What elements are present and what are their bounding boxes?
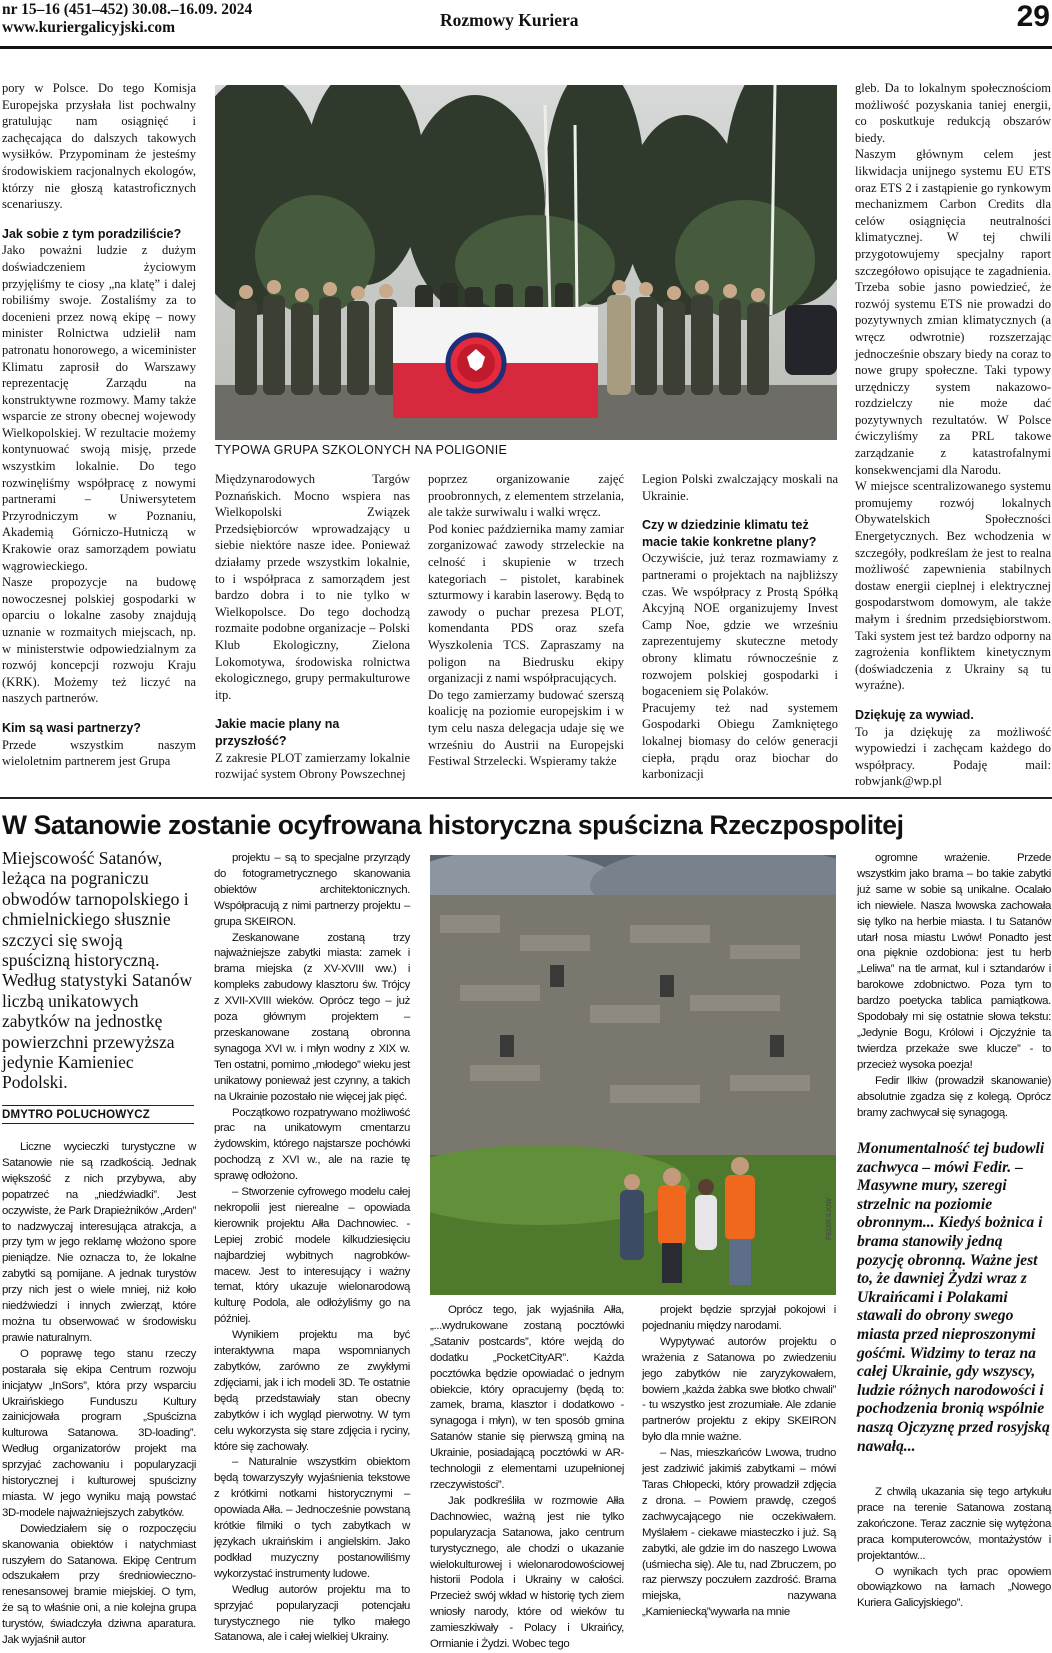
article-paragraph: Oprócz tego, jak wyjaśniła Ałła, „...wydrukowane zostaną pocztówki „Sataniv postcards”, które wejdą do dodatku „PocketCityAR”. Każda pocztówka będzie opowiadać o jednym obiekcie, który opracujemy (będą to: zamek, brama, klasztor i dodatkowo - synagoga i młyn), w ten sposób gmina Satanów stanie się pierwszą gminą na Ukrainie, posiadającą pocztówki w AR-technologii z elementami uzupełnionej rzeczywistości”.: [430, 1304, 624, 1491]
article-paragraph: – Nas, mieszkańców Lwowa, trudno jest zadziwić jakimiś zabytkami – mówi Taras Chłopecki, który prowadził zdjęcia z drona. – Powiem prawdę, czegoś zachwycającego nie oczekiwałem. Myślałem - ciekawe miasteczko i już. Są zabytki, ale gdzie im do naszego Lwowa (uśmiecha się). Ale tu, nad Zbruczem, po raz pierwszy poczułem zazdrość. Brama miejska, nazywana „Kamieniecką”wywarła na mnie: [642, 1447, 836, 1619]
photo-graphic: [430, 855, 836, 1295]
article-paragraph: Początkowo rozpatrywano możliwość prac na unikatowym cmentarzu żydowskim, którego najstarsze pochówki pochodzą z XVI w., ale na razie tę sprawę odłożono.: [214, 1106, 410, 1183]
interview-paragraph: Do tego zamierzamy budować szerszą koalicję na poziomie europejskim i w tym celu nasza delegacja udaje się we wrześniu do Austrii na Europejski Festiwal Strzelecki. Wspieramy także: [428, 687, 624, 769]
article-paragraph: Liczne wycieczki turystyczne w Satanowie nie są rzadkością. Jednak większość z nich przybywa, aby popatrzeć na „niedźwiadki”. Jest oczywiste, że Park Drapieżników „Arden” to nadzwyczaj interesująca atrakcja, a przy tym w jego reklamę włożono spore pieniądze. Nie oznacza to, że lokalne zabytki są pomijane. A jednak turystów przy nich jest o wiele mniej, niż koło niedźwiedzi i innych zwierząt, które można tu obserwować w środowisku prawie naturalnym.: [2, 1141, 196, 1344]
training-group-photo: [215, 85, 837, 440]
pull-quote: Monumentalność tej budowli zachwyca – mówi Fedir. – Masywne mury, szeregi strzelnic na poziomie obronnym... Kiedyś bożnica i brama stanowiły jedną pozycję obronną. Ważne jest to, że dawniej Żydzi wraz z Ukraińcami i Polakami stawali do obrony swego miasta przed nieproszonymi gośćmi. Widzimy to teraz na całej Ukrainie, gdy wszyscy, ludzie różnych narodowości i pochodzenia bronią wspólnie naszą Ojczyznę przed rosyjską nawałą...: [857, 1140, 1050, 1455]
interview-paragraph: Naszym głównym celem jest likwidacja unijnego systemu EU ETS oraz ETS 2 i zastąpienie go rynkowym mechanizmem Carbon Credits dla celów osiągnięcia neutralności klimatycznej. W tej chwili przygotowujemy specjalny raport szczegółowo opisujące te zagadnienia. Trzeba sobie jasno powiedzieć, że rozwój systemu ETS nie prowadzi do pozytywnych zmian klimatycznych (a wręcz odwrotnie) rozszerzając jednocześnie obszary biedy na coraz to nowe grupy społeczne. Taki typowy urzędniczy system nakazowo-rozdzielczy nie może dać pozytywnych rezultatów. W Polsce ćwiczyliśmy za PRL takowe zarządzanie z katastrofalnymi konsekwencjami dla Narodu.: [855, 147, 1051, 477]
interview-paragraph: W miejsce scentralizowanego systemu promujemy rozwój lokalnych Obywatelskich Społeczności Energetycznych. Bez wchodzenia w szczegóły, podkreślam że jest to realna możliwość zapewnienia stabilnych dostaw energii cieplnej i elektrycznej gospodarstwom domowym, ale także małym i średnim przedsiębiorstwom. Taki system jest też bardzo odporny na zagrożenia konfliktem kinetycznym (doświadczenia z Ukrainy są tu wyraźne).: [855, 479, 1051, 693]
interview-paragraph: gleb. Da to lokalnym społecznościom możliwość pozyskania taniej energii, co poskutkuje redukcją obszarów biedy.: [855, 81, 1051, 145]
article-column-1: [2, 1140, 196, 1649]
page-header: [0, 0, 1052, 49]
article-lead: Miejscowość Satanów, leżąca na pograniczu obwodów tarnopolskiego i chmielnickiego słusznie szczyci się swoją spuścizną historyczną. Według statystyki Satanów liczbą unikatowych zabytków na jednostkę powierzchni przewyższa jedynie Kamieniec Podolski.: [2, 848, 193, 1093]
interview-column-1: [2, 80, 196, 770]
interview-paragraph: pory w Polsce. Do tego Komisja Europejska przysłała list pochwalny gratulując nam osiągnięć i zachęcająca do dalszych takowych wysiłków. Przypominam że jesteśmy środowiskiem racjonalnych ekologów, którzy nie głoszą katastroficznych scenariuszy.: [2, 81, 196, 212]
article-headline: W Satanowie zostanie ocyfrowana historyczna spuścizna Rzeczpospolitej: [2, 810, 904, 840]
article-paragraph: projektu – są to specjalne przyrządy do fotogrametrycznego skanowania obiektów architektonicznych. Współpracują z nimi partnerzy projektu – grupa SKEIRON.: [214, 852, 410, 928]
article-paragraph: – Naturalnie wszystkim obiektom będą towarzyszyły wyjaśnienia tekstowe z krótkimi notkami historycznymi – opowiada Ałła. – Jednocześnie powstaną krótkie filmiki o tych zabytkach w językach ukraińskim i angielskim. Jako podkład muzyczny postanowiliśmy wykorzystać instrumenty ludowe.: [214, 1456, 410, 1580]
interview-paragraph: Pod koniec października mamy zamiar zorganizować zawody strzeleckie na celność i skupienie w trzech kategoriach – pistolet, karabinek szturmowy i karabin laserowy. Będą to zawody o puchar prezesa PLOT, komendanta PDS oraz szefa Wyszkolenia TCS. Zapraszamy na poligon na Biedrusku ekipy organizacji z nami współpracujących.: [428, 521, 624, 686]
interview-column-4: [642, 471, 838, 783]
article-paragraph: O wynikach tych prac opowiem obowiązkowo na łamach „Nowego Kuriera Galicyjskiego”.: [857, 1565, 1051, 1610]
article-paragraph: Z chwilą ukazania się tego artykułu prace na terenie Satanowa zostaną zakończone. Teraz zacznie się wytężona praca komputerowców, montażystów i projektantów...: [857, 1486, 1051, 1562]
article-paragraph: Fedir Ilkiw (prowadził skanowanie) absolutnie zgadza się z kolegą. Oprócz bramy zachwycał się synagogą.: [857, 1074, 1051, 1119]
header-issue-block: [2, 1, 252, 37]
article-author: DMYTRO POLUCHOWYCZ: [2, 1105, 194, 1124]
article-paragraph: Według autorów projektu ma to sprzyjać popularyzacji potencjału turystycznego nie tylko małego Satanowa, ale i całej wielkiej Ukrainy.: [214, 1583, 410, 1644]
interview-paragraph: Legion Polski zwalczający moskali na Ukrainie.: [642, 472, 838, 503]
interview-question: Kim są wasi partnerzy?: [2, 720, 141, 735]
page-number: 29: [1016, 0, 1050, 33]
photo-caption: TYPOWA GRUPA SZKOLONYCH NA POLIGONIE: [215, 443, 508, 457]
article-column-3: [430, 1303, 624, 1653]
article-column-4: [642, 1303, 836, 1621]
interview-paragraph: To ja dziękuję za możliwość wypowiedzi i zachęcam każdego do współpracy. Podaję mail: robwjank@wp.pl: [855, 724, 1051, 789]
interview-paragraph: Przede wszystkim naszym wieloletnim partnerem jest Grupa: [2, 737, 196, 769]
interview-question: Jak sobie z tym poradziliście?: [2, 226, 182, 241]
issue-info: nr 15–16 (451–452) 30.08.–16.09. 2024: [2, 1, 253, 18]
interview-column-5: [855, 80, 1051, 790]
interview-column-3: [428, 471, 624, 770]
article-separator: [0, 797, 1052, 799]
interview-paragraph: Jako poważni ludzie z dużym doświadczeniem życiowym przyjęliśmy te ciosy „na klatę” i dalej robiliśmy swoje. Zostaliśmy za to docenieni przez nową ekipę – nowy minister Rolnictwa udzielił nam patronatu honorowego, a wiceminister Klimatu zaprosił do Warszawy reprezentację Zarządu na konstruktywne rozmowy. Mamy także wsparcie ze strony obecnej wojewody Wielkopolskiej. W rezultacie możemy kontynuować swoją misję, przede wszystkim lokalnie. Do tego rozwinęliśmy współpracę z nowymi partnerami – Uniwersytetem Przyrodniczym w Poznaniu, Akademią Górniczo-Hutniczą w Krakowie oraz samorządem powiatu wągrowieckiego.: [2, 243, 196, 573]
interview-question: Dziękuję za wywiad.: [855, 707, 974, 722]
article-paragraph: ogromne wrażenie. Przede wszystkim jako brama – bo takie zabytki już same w sobie są unikalne. Ocalało ich niewiele. Nasza lwowska zachowała się tylko na herbie miasta. I tu Satanów utarł nosa miastu Lwów! Ponadto jest ona pięknie ozdobiona: jest tu herb „Leliwa” na tle armat, kul i sztandarów i barokowe zdobnictwo. Poza tym to bardzo poetycka tablica pamiątkowa. Spodobały mi się ostatnie słowa tekstu: „Jedynie Bogu, Królowi i Ojczyźnie ta twierdza przekaże swe klucze” - to przecież wysoka poezja!: [857, 852, 1051, 1071]
interview-question: Jakie macie plany na przyszłość?: [215, 717, 340, 748]
article-paragraph: O poprawę tego stanu rzeczy postarała się ekipa Centrum rozwoju inicjatyw „InSors”, która przy wsparciu Ukraińskiego Funduszu Kultury zainicjowała program „Spuścizna kulturowa Satanowa. 3D-loading”. Według organizatorów projekt ma sprzyjać zachowaniu i popularyzacji historycznej i kulturowej spuścizny miasta. W jego wyniku mają powstać 3D-modele najważniejszych zabytków.: [2, 1347, 196, 1519]
photo-graphic: [215, 85, 837, 440]
article-paragraph: projekt będzie sprzyjał pokojowi i pojednaniu między narodami.: [642, 1304, 836, 1332]
article-paragraph: Wynikiem projektu ma być interaktywna mapa wspomnianych zabytków, zarówno ze zwykłymi zdjęciami, jak i ich modeli 3D. Te ostatnie będą przedstawiały stan obecny zabytków i ich wygląd pierwotny. W tym celu wykorzysta się stare zdjęcia i ryciny, które się zachowały.: [214, 1329, 410, 1453]
interview-paragraph: Pracujemy też nad systemem Gospodarki Obiegu Zamkniętego lokalnej biomasy do celów generacji ciepła, prądu oraz biochar do karbonizacji: [642, 700, 838, 782]
article-paragraph: Zeskanowane zostaną trzy najważniejsze zabytki miasta: zamek i brama miejska (z XV-XVIII ww.) i kompleks zabudowy klasztoru św. Trójcy z XVII-XVIII wieków. Oprócz tego – już poza głównym projektem – przeskanowane zostaną obronna synagoga XVI w. i młyn wodny z XIX w. Ten ostatni, pomimo „młodego” wieku jest unikatowy ponieważ jest czynny, a takich na Ukrainie pozostało nie więcej jak pięć.: [214, 931, 410, 1103]
article-column-5: [857, 851, 1051, 1121]
article-paragraph: – Stworzenie cyfrowego modelu całej nekropolii jest nierealne – opowiada kierownik projektu Ałła Dachnowiec. - Lepiej zrobić modele kilkudziesięciu najbardziej wybitnych nagrobków-macew. Jest to interesujący i ważny temat, który ukazuje wielonarodową kulturę Podola, ale odłożyliśmy go na później.: [214, 1186, 410, 1326]
article-paragraph: Dowiedziałem się o rozpoczęciu skanowania obiektów i natychmiast ruszyłem do Satanowa. Ekipę Centrum odszukałem przy średniowieczno-renesansowej bramie miejskiej. O tym, że są to właśnie oni, a nie kolejna grupa turystów, świadczyła dziwna aparatura. Jak wyjaśnił autor: [2, 1522, 196, 1647]
article-paragraph: Jak podkreśliła w rozmowie Ałła Dachnowiec, ważną jest nie tylko popularyzacja Satanowa, jako centrum turystycznego, ale chodzi o ukazanie wielokulturowej i wielonarodowościowej historii Podola i Ukrainy w całości. Przecież swój wkład w historię tych ziem wniosły narody, które od wieków tu zamieszkiwały - Polacy i Ukraińcy, Ormianie i Żydzi. Wobec tego: [430, 1494, 624, 1651]
interview-paragraph: Międzynarodowych Targów Poznańskich. Mocno wspiera nas Wielkopolski Związek Przedsiębiorców wprowadzający u siebie niektóre nasze idee. Ponieważ działamy przede wszystkim lokalnie, to i współpraca z samorządem jest bardzo dobra i to nie tylko w Wielkopolsce. Do tego dochodzą rozmaite podobne organizacje – Polski Klub Ekologiczny, Zielona Lokomotywa, środowiska rolnictwa ekologicznego, grupy permakulturowe itp.: [215, 472, 410, 702]
article-paragraph: Wypytywać autorów projektu o wrażenia z Satanowa po zwiedzeniu jego zabytków nie zaryzykowałem, bowiem „każda żabka swe błotko chwali” - tu wszystko jest zrozumiałe. Ale zdanie partnerów projektu z ekipy SKEIRON było dla mnie ważne.: [642, 1335, 836, 1444]
interview-question: Czy w dziedzinie klimatu też macie takie konkretne plany?: [642, 518, 817, 549]
castle-gate-photo: [430, 855, 836, 1295]
article-column-5-end: [857, 1485, 1051, 1612]
section-title: Rozmowy Kuriera: [440, 10, 579, 30]
interview-paragraph: Z zakresie PLOT zamierzamy lokalnie rozwijać system Obrony Powszechnej: [215, 750, 410, 782]
website-link[interactable]: www.kuriergalicyjski.com: [2, 19, 176, 36]
article-column-2: [214, 851, 410, 1646]
interview-paragraph: Oczywiście, już teraz rozmawiamy z partnerami o projektach na najbliższy czas. We współpracy z Prostą Spółką Akcyjną NOE organizujemy Invest Camp Noe, gdzie we wrześniu zaprezentujemy skuteczne metody obrony klimatu równocześnie z rozwojem polskiej gospodarki i bogaceniem się Polaków.: [642, 551, 838, 699]
photo-credit: FEDIR ILKIW: [826, 1197, 833, 1240]
interview-paragraph: poprzez organizowanie zajęć proobronnych, z elementem strzelania, ale także surwiwalu i walki wręcz.: [428, 472, 624, 520]
interview-paragraph: Nasze propozycje na budowę nowoczesnej polskiej gospodarki w oparciu o lokalne zasoby znajdują uznanie w rozmaitych miejscach, np. w ministerstwie odpowiedzialnym za rozwój koncepcji rozwoju Kraju (KRK). Możemy też liczyć na naszych partnerów.: [2, 575, 196, 706]
interview-column-2: [215, 471, 410, 783]
